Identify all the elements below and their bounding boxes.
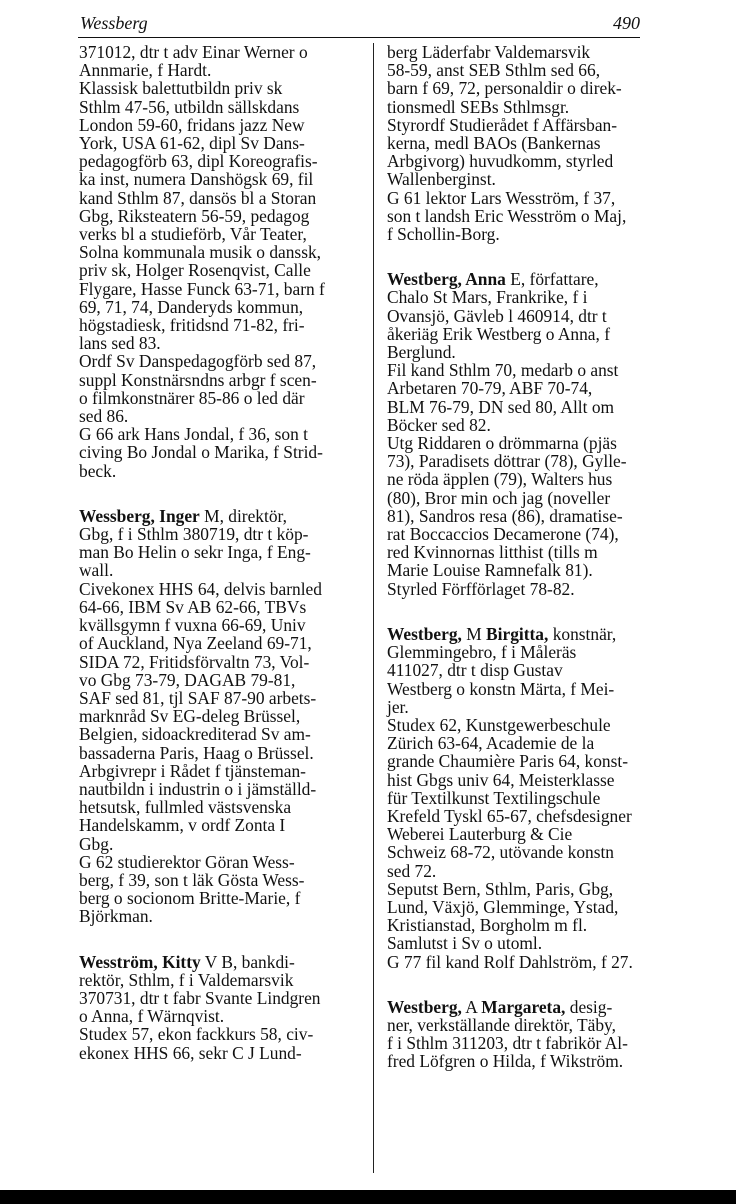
entry-text: beck.	[79, 460, 117, 481]
entry-text-line	[387, 1052, 673, 1070]
entry-text-line	[79, 543, 365, 561]
entry-text-line	[79, 871, 365, 889]
entry-text: verks bl a studieförb, Vår Teater,	[79, 224, 307, 245]
entry-text: G 66 ark Hans Jondal, f 36, son t	[79, 424, 308, 445]
entry-heading-line	[79, 507, 365, 525]
entry-text-line	[79, 425, 365, 443]
entry-text-line	[387, 716, 673, 734]
entry-text-line	[79, 462, 365, 480]
right-column	[387, 43, 673, 1071]
entry-text-line	[387, 170, 673, 188]
entry-text: konstnär,	[548, 623, 617, 644]
entry-text-line	[387, 916, 673, 934]
entry-text: 371012, dtr t adv Einar Werner o	[79, 42, 308, 62]
entry-text: Wallenberginst.	[387, 169, 496, 190]
entry-text-line	[79, 261, 365, 279]
entry-text-line	[79, 835, 365, 853]
entry-text: Gbg.	[79, 833, 114, 854]
entry-text: A	[461, 996, 482, 1017]
entry-text: Samlutst i Sv o utoml.	[387, 933, 543, 954]
entry-text-line	[387, 843, 673, 861]
entry-text: grande Chaumière Paris 64, konst-	[387, 751, 628, 772]
entry-text: o Anna, f Wärnqvist.	[79, 1006, 225, 1027]
entry-text: York, USA 61-62, dipl Sv Dans-	[79, 133, 305, 154]
entry-text-line	[387, 343, 673, 361]
entry-text-line	[79, 189, 365, 207]
entry-text: Handelskamm, v ordf Zonta I	[79, 815, 286, 836]
entry-text-line	[79, 280, 365, 298]
entry-text: berg o socionom Britte-Marie, f	[79, 888, 301, 909]
entry-text: 73), Paradisets döttrar (78), Gylle-	[387, 451, 627, 472]
entry-text-line	[387, 416, 673, 434]
entry-text: Solna kommunala musik o danssk,	[79, 242, 322, 263]
entry-text-line	[79, 1007, 365, 1025]
entry-text: bassaderna Paris, Haag o Brüssel.	[79, 742, 314, 763]
entry-text-line	[79, 134, 365, 152]
entry-text: Gbg, Riksteatern 56-59, pedagog	[79, 205, 310, 226]
entry-text: Klassisk balettutbildn priv sk	[79, 78, 283, 99]
entry-text-line	[387, 452, 673, 470]
entry-text: jer.	[387, 696, 409, 717]
entry-text: Zürich 63-64, Academie de la	[387, 733, 595, 754]
entry-heading-line	[79, 953, 365, 971]
entry-text: f i Sthlm 311203, dtr t fabrikör Al-	[387, 1033, 628, 1054]
entry-text: berg, f 39, son t läk Gösta Wess-	[79, 869, 305, 890]
entry-text: ekonex HHS 66, sekr C J Lund-	[79, 1042, 302, 1063]
entry-text-line	[79, 798, 365, 816]
entry-text: priv sk, Holger Rosenqvist, Calle	[79, 260, 311, 281]
entry-text-line	[79, 371, 365, 389]
entry-text: Arbgivorg) huvudkomm, styrled	[387, 151, 614, 172]
entry-text: sed 72.	[387, 860, 437, 881]
entry-text-line	[387, 61, 673, 79]
entry-text: nautbildn i industrin o i jämställd-	[79, 778, 317, 799]
entry-text-line	[387, 79, 673, 97]
entry-text-line	[79, 853, 365, 871]
entry-text-line	[387, 189, 673, 207]
entry-text-line	[387, 771, 673, 789]
entry-text: Styrordf Studierådet f Affärsban-	[387, 114, 618, 135]
entry-text-line	[387, 543, 673, 561]
entry-text-line	[79, 443, 365, 461]
header-rule	[78, 37, 640, 38]
entry-text-line	[79, 243, 365, 261]
entry-text: London 59-60, fridans jazz New	[79, 114, 305, 135]
entry-text-line	[79, 389, 365, 407]
entry-text: Marie Louise Ramnefalk 81).	[387, 560, 593, 581]
entry-text: högstadiesk, fritidsnd 71-82, fri-	[79, 315, 305, 336]
entry-text: Gbg, f i Sthlm 380719, dtr t köp-	[79, 524, 309, 545]
entry-text-line	[79, 598, 365, 616]
entry-text-line	[387, 561, 673, 579]
entry-text: Schweiz 68-72, utövande konstn	[387, 842, 615, 863]
entry-text-line	[79, 671, 365, 689]
entry-text-line	[387, 661, 673, 679]
entry-text: Flygare, Hasse Funck 63-71, barn f	[79, 278, 325, 299]
entry-text: Weberei Lauterburg & Cie	[387, 824, 573, 845]
entry-text-line	[79, 762, 365, 780]
entry-text: Björkman.	[79, 906, 153, 927]
entry-text-line	[79, 707, 365, 725]
entry-text-line	[79, 152, 365, 170]
entry-text: G 61 lektor Lars Wesström, f 37,	[387, 187, 616, 208]
entry-name: Birgitta,	[486, 623, 549, 644]
running-header	[80, 13, 640, 37]
entry-text: pedagogförb 63, dipl Koreografis-	[79, 151, 318, 172]
entry-name: Wesström, Kitty	[79, 951, 201, 972]
entry-text: tionsmedl SEBs Sthlmsgr.	[387, 96, 570, 117]
entry-text: Fil kand Sthlm 70, medarb o anst	[387, 360, 619, 381]
entry-text-line	[79, 334, 365, 352]
entry-text: Sthlm 47-56, utbildn sällskdans	[79, 96, 300, 117]
entry-text: 370731, dtr t fabr Svante Lindgren	[79, 987, 321, 1008]
entry-text-line	[387, 880, 673, 898]
entry-text-line	[387, 807, 673, 825]
entry-text-line	[79, 889, 365, 907]
entry-text-line	[79, 79, 365, 97]
entry-text: M	[461, 623, 487, 644]
entry-text-line	[79, 170, 365, 188]
entry-text: G 77 fil kand Rolf Dahlström, f 27.	[387, 951, 633, 972]
entry-text-line	[387, 752, 673, 770]
entry-text: vo Gbg 73-79, DAGAB 79-81,	[79, 669, 296, 690]
entry-text: BLM 76-79, DN sed 80, Allt om	[387, 396, 615, 417]
entry-text: SAF sed 81, tjl SAF 87-90 arbets-	[79, 687, 317, 708]
entry-text: Westberg o konstn Märta, f Mei-	[387, 678, 615, 699]
entry-text-line	[387, 489, 673, 507]
entry-text: M, direktör,	[199, 505, 287, 526]
entry-text: hist Gbgs univ 64, Meisterklasse	[387, 769, 615, 790]
entry-text-line	[79, 816, 365, 834]
entry-text-line	[79, 971, 365, 989]
entry-text-line	[387, 507, 673, 525]
entry-text: wall.	[79, 560, 114, 581]
entry-text: Styrled Förfförlaget 78-82.	[387, 578, 575, 599]
entry-text: ne röda äpplen (79), Walters hus	[387, 469, 613, 490]
entry-text: G 62 studierektor Göran Wess-	[79, 851, 295, 872]
entry-name: Wessberg, Inger	[79, 505, 200, 526]
entry-text: 64-66, IBM Sv AB 62-66, TBVs	[79, 596, 307, 617]
entry-text-line	[387, 398, 673, 416]
entry-text-line	[387, 862, 673, 880]
entry-text: 58-59, anst SEB Sthlm sed 66,	[387, 60, 601, 81]
entry-text: Böcker sed 82.	[387, 414, 491, 435]
entry-heading-line	[387, 270, 673, 288]
entry-text: Arbgivrepr i Rådet f tjänsteman-	[79, 760, 306, 781]
entry-text-line	[387, 1034, 673, 1052]
running-title: Wessberg	[80, 13, 148, 33]
entry-text: o filmkonstnärer 85-86 o led där	[79, 387, 305, 408]
entry-text: kvällsgymn f vuxna 66-69, Univ	[79, 615, 306, 636]
entry-text: Studex 62, Kunstgewerbeschule	[387, 714, 611, 735]
entry-text: Studex 57, ekon fackkurs 58, civ-	[79, 1024, 314, 1045]
entry-text-line	[79, 689, 365, 707]
entry-text-line	[387, 434, 673, 452]
entry-text: desig-	[565, 996, 613, 1017]
entry-text-line	[79, 744, 365, 762]
entry-text: Ordf Sv Danspedagogförb sed 87,	[79, 351, 317, 372]
entry-text-line	[79, 98, 365, 116]
entry-text-line	[387, 953, 673, 971]
entry-text-line	[79, 780, 365, 798]
entry-text-line	[387, 525, 673, 543]
entry-text: rektör, Sthlm, f i Valdemarsvik	[79, 969, 294, 990]
entry-text: 411027, dtr t disp Gustav	[387, 660, 563, 681]
entry-text-line	[387, 643, 673, 661]
entry-text: Glemmingebro, f i Måleräs	[387, 642, 577, 663]
entry-name: Westberg, Anna	[387, 269, 506, 290]
entry-text-line	[79, 653, 365, 671]
entry-text: (80), Bror min och jag (noveller	[387, 487, 611, 508]
entry-text: Arbetaren 70-79, ABF 70-74,	[387, 378, 593, 399]
entry-text: 81), Sandros resa (86), dramatise-	[387, 505, 623, 526]
entry-text: man Bo Helin o sekr Inga, f Eng-	[79, 542, 311, 563]
entry-text-line	[387, 580, 673, 598]
entry-text: of Auckland, Nya Zeeland 69-71,	[79, 633, 312, 654]
entry-text-line	[387, 934, 673, 952]
entry-text: für Textilkunst Textilingschule	[387, 787, 601, 808]
entry-text: Kristianstad, Borgholm m fl.	[387, 915, 588, 936]
entry-spacer	[387, 971, 673, 998]
entry-text-line	[387, 325, 673, 343]
entry-text: sed 86.	[79, 406, 129, 427]
entry-text: hetsutsk, fullmled västsvenska	[79, 797, 292, 818]
entry-text: lans sed 83.	[79, 333, 161, 354]
column-divider	[373, 43, 374, 1173]
entry-text: SIDA 72, Fritidsförvaltn 73, Vol-	[79, 651, 310, 672]
entry-text-line	[387, 361, 673, 379]
entry-text: Belgien, sidoackrediterad Sv am-	[79, 724, 311, 745]
entry-text-line	[387, 43, 673, 61]
entry-text-line	[79, 116, 365, 134]
entry-text: V B, bankdi-	[200, 951, 295, 972]
entry-text-line	[387, 207, 673, 225]
entry-name: Westberg,	[387, 996, 462, 1017]
entry-text-line	[79, 43, 365, 61]
entry-text-line	[79, 989, 365, 1007]
entry-text: suppl Konstnärsndns arbgr f scen-	[79, 369, 317, 390]
entry-heading-line	[387, 998, 673, 1016]
entry-text: f Schollin-Borg.	[387, 224, 500, 245]
entry-text: ner, verkställande direktör, Täby,	[387, 1014, 616, 1035]
entry-text: red Kvinnornas litthist (tills m	[387, 542, 598, 563]
entry-text-line	[79, 407, 365, 425]
entry-text: marknråd Sv EG-deleg Brüssel,	[79, 706, 301, 727]
entry-text-line	[387, 152, 673, 170]
entry-text-line	[79, 61, 365, 79]
entry-text-line	[387, 116, 673, 134]
entry-heading-line	[387, 625, 673, 643]
entry-text: fred Löfgren o Hilda, f Wikström.	[387, 1051, 624, 1072]
entry-text-line	[387, 698, 673, 716]
entry-text-line	[79, 1025, 365, 1043]
entry-text: 69, 71, 74, Danderyds kommun,	[79, 296, 304, 317]
entry-text: barn f 69, 72, personaldir o direk-	[387, 78, 622, 99]
entry-name: Margareta,	[481, 996, 566, 1017]
entry-text: Ovansjö, Gävleb l 460914, dtr t	[387, 305, 607, 326]
entry-text: kand Sthlm 87, dansös bl a Storan	[79, 187, 317, 208]
entry-text-line	[387, 379, 673, 397]
entry-text: rat Boccaccios Decamerone (74),	[387, 524, 619, 545]
entry-text-line	[387, 825, 673, 843]
entry-text-line	[387, 680, 673, 698]
page-number: 490	[613, 13, 640, 33]
entry-text-line	[79, 616, 365, 634]
entry-text-line	[387, 734, 673, 752]
entry-spacer	[79, 480, 365, 507]
entry-text-line	[387, 307, 673, 325]
entry-text-line	[79, 298, 365, 316]
entry-text-line	[387, 98, 673, 116]
entry-spacer	[387, 598, 673, 625]
scan-edge-bar	[0, 1190, 736, 1204]
entry-text-line	[79, 1044, 365, 1062]
entry-text-line	[79, 907, 365, 925]
entry-text: berg Läderfabr Valdemarsvik	[387, 42, 591, 62]
left-column	[79, 43, 365, 1062]
entry-text: Civekonex HHS 64, delvis barnled	[79, 578, 322, 599]
entry-text-line	[387, 898, 673, 916]
entry-text: ka inst, numera Danshögsk 69, fil	[79, 169, 314, 190]
entry-text-line	[79, 225, 365, 243]
entry-text: kerna, medl BAOs (Bankernas	[387, 133, 601, 154]
entry-text-line	[79, 525, 365, 543]
entry-text: Utg Riddaren o drömmarna (pjäs	[387, 433, 617, 454]
entry-spacer	[79, 926, 365, 953]
entry-text: E, författare,	[505, 269, 599, 290]
entry-text-line	[79, 561, 365, 579]
entry-text-line	[79, 316, 365, 334]
entry-text: Seputst Bern, Sthlm, Paris, Gbg,	[387, 878, 614, 899]
entry-text-line	[79, 580, 365, 598]
entry-text-line	[387, 1016, 673, 1034]
entry-spacer	[387, 243, 673, 270]
entry-text-line	[79, 634, 365, 652]
entry-text-line	[387, 134, 673, 152]
entry-text-line	[79, 725, 365, 743]
entry-text: åkeriäg Erik Westberg o Anna, f	[387, 323, 611, 344]
entry-name: Westberg,	[387, 623, 462, 644]
entry-text-line	[79, 207, 365, 225]
entry-text: Annmarie, f Hardt.	[79, 60, 212, 81]
entry-text: son t landsh Eric Wesström o Maj,	[387, 205, 627, 226]
entry-text: Chalo St Mars, Frankrike, f i	[387, 287, 588, 308]
entry-text-line	[79, 352, 365, 370]
entry-text: Lund, Växjö, Glemminge, Ystad,	[387, 896, 619, 917]
entry-text-line	[387, 789, 673, 807]
entry-text-line	[387, 470, 673, 488]
entry-text: Berglund.	[387, 342, 456, 363]
entry-text: Krefeld Tyskl 65-67, chefsdesigner	[387, 805, 632, 826]
entry-text-line	[387, 288, 673, 306]
entry-text-line	[387, 225, 673, 243]
entry-text: civing Bo Jondal o Marika, f Strid-	[79, 442, 323, 463]
